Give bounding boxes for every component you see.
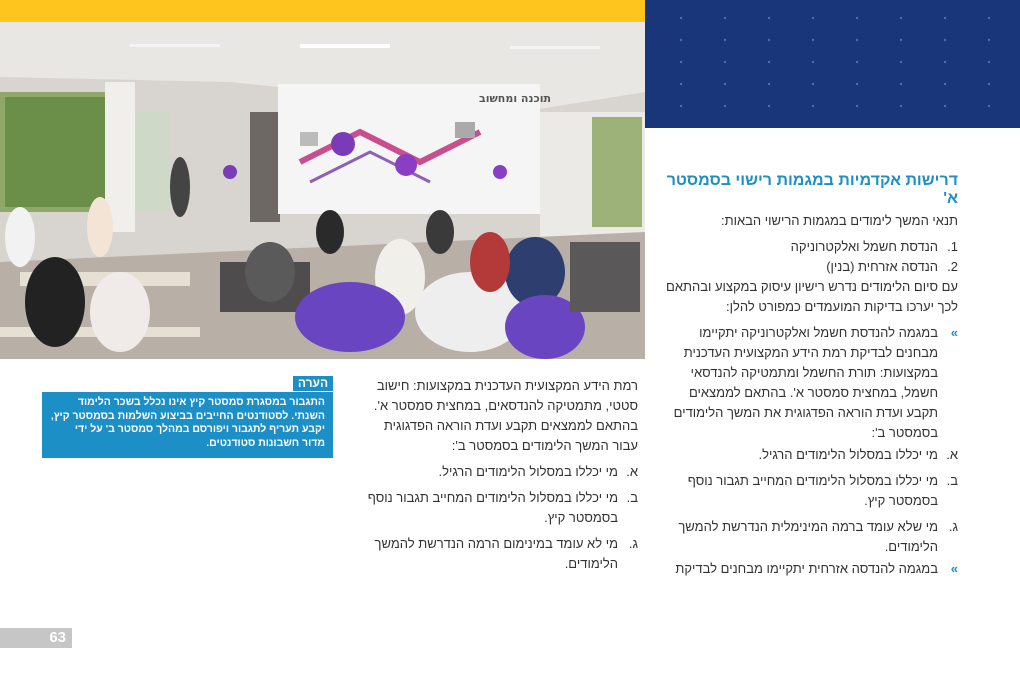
intro-text: תנאי המשך לימודים במגמות הרישוי הבאות: xyxy=(720,213,958,228)
track-label: הנדסת חשמל ואלקטרוניקה xyxy=(790,239,938,254)
bullet-civil xyxy=(663,559,958,579)
decor-dot xyxy=(812,105,814,107)
decor-dot xyxy=(988,39,990,41)
bullet-text: במגמה להנדסה אזרחית יתקיימו מבחנים לבדיקת xyxy=(675,561,938,576)
decor-dot xyxy=(944,105,946,107)
sub-item-c xyxy=(366,534,638,574)
page-number: 63 xyxy=(0,628,72,648)
decor-dot xyxy=(812,39,814,41)
decor-dot xyxy=(944,61,946,63)
top-yellow-bar xyxy=(0,0,645,22)
track-number: 2. xyxy=(947,259,958,274)
decor-dot xyxy=(768,17,770,19)
decor-dot xyxy=(856,61,858,63)
decor-dot xyxy=(680,83,682,85)
bullet-chevron-icon: » xyxy=(950,325,958,340)
sub-item-a xyxy=(663,445,958,465)
dot-pattern xyxy=(645,0,1020,128)
wall-sign: תוכנה ומחשוב xyxy=(478,92,552,105)
sub-marker: ב. xyxy=(946,473,958,488)
track-item-1 xyxy=(663,237,958,257)
decor-dot xyxy=(768,61,770,63)
right-text-column xyxy=(663,211,958,579)
decor-dot xyxy=(988,61,990,63)
decor-dot xyxy=(680,39,682,41)
decor-dot xyxy=(812,83,814,85)
bullet-electrical xyxy=(663,323,958,443)
sub-text: מי יכללו במסלול הלימודים הרגיל. xyxy=(758,447,938,462)
decor-dot xyxy=(680,17,682,19)
decor-dot xyxy=(768,105,770,107)
section-heading: דרישות אקדמיות במגמות רישוי בסמסטר א' xyxy=(666,172,958,207)
sub-text: מי יכללו במסלול הלימודים המחייב תגבור נוסף בסמסטר קיץ. xyxy=(367,490,618,525)
decor-dot xyxy=(900,39,902,41)
sub-item-c xyxy=(663,517,958,557)
sub-item-b xyxy=(663,471,958,511)
sub-marker: א. xyxy=(946,447,958,462)
decor-dot xyxy=(856,39,858,41)
track-item-2 xyxy=(663,257,958,277)
decor-dot xyxy=(944,39,946,41)
decor-dot xyxy=(856,83,858,85)
decor-dot xyxy=(724,105,726,107)
decor-dot xyxy=(680,61,682,63)
decor-dot xyxy=(900,105,902,107)
decor-dot xyxy=(944,83,946,85)
licensing-paragraph: עם סיום הלימודים נדרש רישיון עיסוק במקצוע ובהתאם לכך יערכו בדיקות המועמדים כמפורט להלן: xyxy=(666,279,958,314)
decor-dot xyxy=(856,105,858,107)
bullet-text: במגמה להנדסת חשמל ואלקטרוניקה יתקיימו מבחנים לבדיקת רמת הידע המקצועית העדכנית במקצועות: תורת החשמל ומתמטיקה להנדסאי חשמל, במחצית סמסטר א'. בהתאם לממצאים תקבע ועדת הוראה הפדגוגית את המשך הלימודים בסמסטר ב': xyxy=(673,325,938,440)
decor-dot xyxy=(724,61,726,63)
decor-dot xyxy=(768,39,770,41)
sub-marker: ג. xyxy=(628,536,638,551)
campus-photo-illustration xyxy=(0,22,645,359)
sub-marker: א. xyxy=(626,464,638,479)
sub-text: מי שלא עומד ברמה המינימלית הנדרשת להמשך הלימודים. xyxy=(678,519,938,554)
decor-dot xyxy=(900,61,902,63)
left-text-column xyxy=(366,376,638,574)
sub-marker: ג. xyxy=(948,519,958,534)
bullet-chevron-icon: » xyxy=(950,561,958,576)
campus-photo xyxy=(0,22,645,359)
track-label: הנדסה אזרחית (בנין) xyxy=(826,259,938,274)
sub-text: מי לא עומד במינימום הרמה הנדרשת להמשך הלימודים. xyxy=(374,536,618,571)
decor-dot xyxy=(768,83,770,85)
decor-dot xyxy=(988,17,990,19)
decor-dot xyxy=(724,39,726,41)
sub-marker: ב. xyxy=(626,490,638,505)
sub-item-a xyxy=(366,462,638,482)
decor-dot xyxy=(812,17,814,19)
track-number: 1. xyxy=(947,239,958,254)
decor-dot xyxy=(900,17,902,19)
note-title: הערה xyxy=(293,376,333,391)
decor-dot xyxy=(988,83,990,85)
decor-dot xyxy=(724,17,726,19)
decor-dot xyxy=(988,105,990,107)
decor-dot xyxy=(944,17,946,19)
note-box: התגבור במסגרת סמסטר קיץ אינו נכלל בשכר הלימוד השנתי. לסטודנטים החייבים בביצוע השלמות בסמסטר קיץ, יקבע תעריף לתגבור ויפורסם במהלך סמסטר ב' על ידי מדור חשבונות סטודנטים. xyxy=(42,392,333,458)
sub-item-b xyxy=(366,488,638,528)
sub-text: מי יכללו במסלול הלימודים המחייב תגבור נוסף בסמסטר קיץ. xyxy=(687,473,938,508)
navy-dotted-panel xyxy=(645,0,1020,128)
sub-text: מי יכללו במסלול הלימודים הרגיל. xyxy=(438,464,618,479)
decor-dot xyxy=(680,105,682,107)
decor-dot xyxy=(724,83,726,85)
decor-dot xyxy=(812,61,814,63)
decor-dot xyxy=(900,83,902,85)
civil-paragraph: רמת הידע המקצועית העדכנית במקצועות: חישוב סטטי, מתמטיקה להנדסאים, במחצית סמסטר א'. בהתאם לממצאים תקבע ועדת הוראה הפדגוגית עבור המשך הלימודים בסמסטר ב': xyxy=(373,378,638,453)
decor-dot xyxy=(856,17,858,19)
